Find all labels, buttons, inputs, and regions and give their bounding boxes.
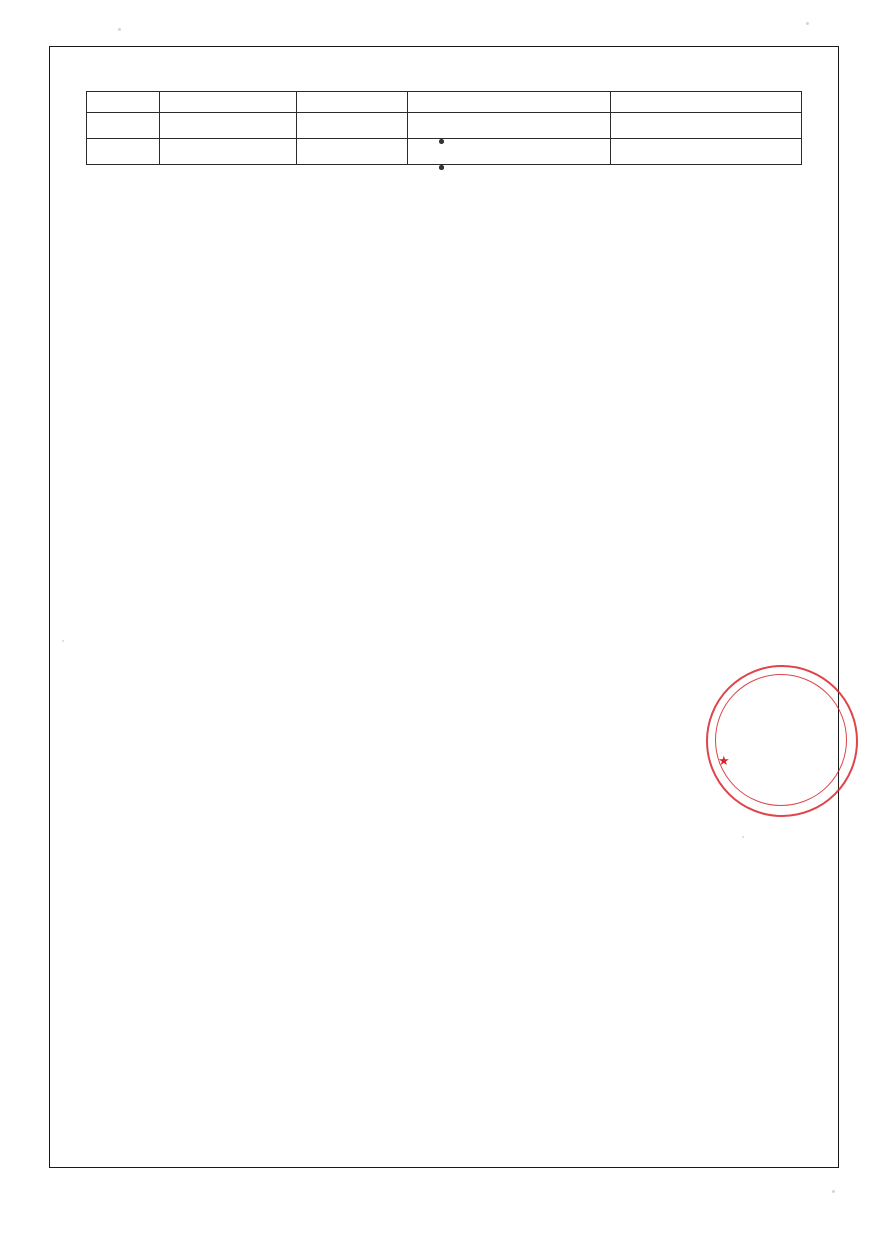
header-grade [297,92,408,113]
table-row [87,139,802,165]
seal-star-icon: ★ [718,753,730,768]
header-spec [408,92,611,113]
row2-standard [611,139,802,165]
row1-stt [87,113,160,139]
header-product [160,92,297,113]
document-body [50,47,838,1167]
row2-product [160,139,297,165]
row1-standard [611,113,802,139]
scan-speckle [806,22,809,25]
row1-grade [297,113,408,139]
scan-speckle [832,1190,835,1193]
row1-spec [408,113,611,139]
notes-section [72,183,816,185]
row2-spec [408,139,611,165]
table-header-row [87,92,802,113]
document-page [49,46,839,1168]
row2-grade [297,139,408,165]
scan-speckle [62,640,64,642]
table-row [87,113,802,139]
header-stt [87,92,160,113]
header-standard [611,92,802,113]
scan-speckle [742,836,744,838]
row2-stt [87,139,160,165]
specification-table [86,91,802,165]
row1-product [160,113,297,139]
scan-speckle [118,28,121,31]
